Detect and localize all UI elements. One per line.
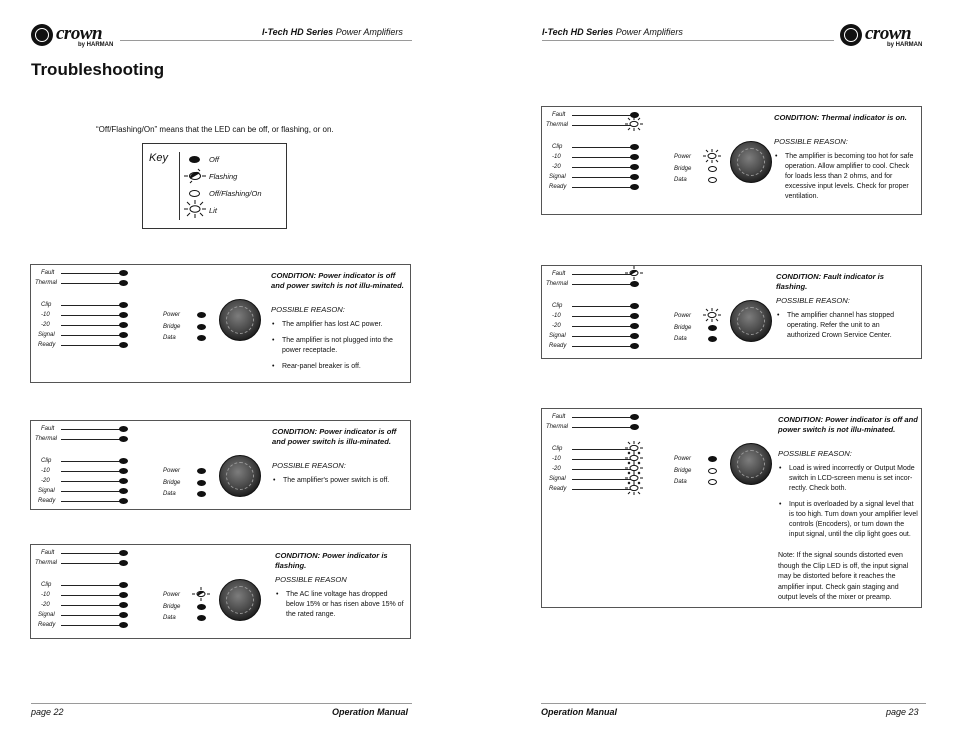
led-on-icon (630, 313, 639, 319)
indicator-line (572, 306, 632, 307)
indicator-line (61, 335, 121, 336)
indicator-line (572, 326, 632, 327)
indicator-label-fault: Fault (552, 414, 566, 420)
brand-sub: by HARMAN (887, 42, 923, 48)
led-on-icon (708, 325, 717, 331)
condition-text: CONDITION: Power indicator is off and power switch is not illu-minated. (271, 271, 404, 290)
indicator-line (61, 595, 121, 596)
indicator-label-fault: Fault (41, 426, 55, 432)
reason-item: • The amplifier is becoming too hot for safe operation. Allow amplifier to cool. Check for loads less than 2 ohms, and for excessive input levels. Check for proper ventilation. (774, 152, 916, 202)
indicator-label-m20: -20 (552, 466, 561, 472)
indicator-line (572, 469, 632, 470)
possible-reason-label: POSSIBLE REASON (275, 575, 347, 584)
indicator-line (572, 167, 632, 168)
led-flashing-icon (625, 266, 643, 280)
key-divider (179, 152, 180, 220)
indicator-label-signal: Signal (38, 488, 55, 494)
reason-item: • The amplifier's power switch is off. (272, 476, 400, 486)
led-on-icon (630, 154, 639, 160)
indicator-label-power: Power (163, 312, 181, 318)
brand-name: crown (865, 23, 912, 44)
indicator-line (61, 585, 121, 586)
product-name: Power Amplifiers (335, 27, 403, 37)
led-off-icon (708, 166, 717, 172)
indicator-label-data: Data (674, 479, 687, 485)
led-on-icon (630, 164, 639, 170)
indicator-label-thermal: Thermal (546, 281, 569, 287)
reason-list (271, 320, 404, 378)
indicator-line (61, 501, 121, 502)
indicator-label-clip: Clip (41, 302, 52, 308)
key-title: Key (149, 152, 168, 164)
indicator-line (61, 615, 121, 616)
led-off-flashing-on-icon (189, 190, 200, 197)
series-name: I-Tech HD Series (262, 27, 334, 37)
indicator-label-clip: Clip (552, 144, 563, 150)
indicator-line (61, 315, 121, 316)
reason-list (275, 590, 407, 626)
indicator-line (572, 427, 632, 428)
led-on-icon (119, 280, 128, 286)
led-flashing-icon (183, 168, 207, 184)
led-on-icon (708, 456, 717, 462)
indicator-line (61, 625, 121, 626)
led-on-icon (119, 426, 128, 432)
led-on-icon (119, 302, 128, 308)
led-on-icon (119, 592, 128, 598)
indicator-label-ready: Ready (38, 622, 56, 628)
level-knob-icon (219, 579, 261, 621)
indicator-line (572, 284, 632, 285)
led-on-icon (119, 436, 128, 442)
condition-text: CONDITION: Power indicator is off and power switch is not illu-minated. (778, 415, 918, 434)
reason-list (774, 152, 916, 208)
led-on-icon (630, 281, 639, 287)
note-text: Note: If the signal sounds distorted even though the Clip LED is off, the input signal may be distorted before it reaches the amplifier input. Check gain staging and output levels of the mixer or preamp. (778, 552, 909, 601)
led-lit-icon (183, 200, 207, 218)
led-on-icon (197, 491, 206, 497)
condition-text: CONDITION: Thermal indicator is on. (774, 113, 907, 122)
indicator-label-data: Data (674, 336, 687, 342)
indicator-line (61, 491, 121, 492)
led-on-icon (630, 424, 639, 430)
indicator-label-data: Data (163, 335, 176, 341)
troubleshooting-panel (30, 544, 411, 639)
crown-logo-right (840, 24, 930, 50)
led-lit-icon (625, 117, 643, 131)
page-title: Troubleshooting (31, 60, 165, 79)
led-on-icon (630, 303, 639, 309)
indicator-line (572, 274, 632, 275)
led-on-icon (630, 144, 639, 150)
reason-item: • The amplifier is not plugged into the power receptacle. (271, 336, 404, 356)
indicator-line (61, 439, 121, 440)
indicator-line (572, 316, 632, 317)
level-knob-icon (219, 455, 261, 497)
indicator-line (61, 283, 121, 284)
indicator-label-m20: -20 (552, 164, 561, 170)
indicator-label-clip: Clip (41, 582, 52, 588)
indicator-label-power: Power (674, 313, 692, 319)
indicator-line (572, 459, 632, 460)
led-lit-icon (703, 149, 721, 163)
indicator-label-signal: Signal (38, 612, 55, 618)
reason-item: • Load is wired incorrectly or Output Mode switch in LCD-screen menu is set incor-rectly. Check both. (778, 464, 918, 494)
led-on-icon (119, 322, 128, 328)
indicator-label-m10: -10 (41, 312, 50, 318)
key-label-lit: Lit (209, 206, 217, 215)
indicator-label-clip: Clip (552, 446, 563, 452)
condition-text: CONDITION: Power indicator is off and power switch is illu-minated. (272, 427, 397, 446)
led-on-icon (197, 468, 206, 474)
led-on-icon (119, 312, 128, 318)
troubleshooting-panel (30, 420, 411, 510)
indicator-label-ready: Ready (549, 184, 567, 190)
indicator-label-bridge: Bridge (163, 480, 181, 486)
indicator-label-signal: Signal (38, 332, 55, 338)
indicator-line (61, 461, 121, 462)
indicator-line (61, 553, 121, 554)
indicator-line (572, 147, 632, 148)
level-knob-icon (730, 141, 772, 183)
indicator-label-ready: Ready (549, 343, 567, 349)
indicator-label-data: Data (674, 177, 687, 183)
page-number-left: page 22 (31, 707, 64, 717)
indicator-label-bridge: Bridge (674, 325, 692, 331)
led-on-icon (630, 333, 639, 339)
manual-title-right: Operation Manual (541, 707, 618, 717)
indicator-line (572, 489, 632, 490)
led-on-icon (630, 414, 639, 420)
indicator-line (572, 449, 632, 450)
indicator-label-thermal: Thermal (35, 436, 58, 442)
crown-badge-icon (840, 24, 862, 46)
indicator-label-fault: Fault (552, 271, 566, 277)
indicator-label-fault: Fault (41, 550, 55, 556)
indicator-label-ready: Ready (38, 342, 56, 348)
indicator-line (572, 125, 632, 126)
header-rule-right (542, 40, 834, 41)
level-knob-icon (730, 443, 772, 485)
page-number-right: page 23 (886, 707, 919, 717)
intro-text: “Off/Flashing/On” means that the LED can be off, or flashing, or on. (96, 125, 334, 134)
reason-item: • The amplifier channel has stopped operating. Refer the unit to an authorized Crown Service Center. (776, 311, 914, 341)
led-on-icon (197, 615, 206, 621)
indicator-label-m10: -10 (41, 592, 50, 598)
reason-list (776, 311, 914, 347)
header-right (542, 27, 683, 37)
indicator-label-thermal: Thermal (546, 424, 569, 430)
indicator-label-clip: Clip (41, 458, 52, 464)
indicator-line (572, 417, 632, 418)
indicator-label-power: Power (674, 456, 692, 462)
level-knob-icon (730, 300, 772, 342)
indicator-label-fault: Fault (41, 270, 55, 276)
indicator-label-fault: Fault (552, 112, 566, 118)
indicator-label-power: Power (674, 154, 692, 160)
indicator-label-signal: Signal (549, 476, 566, 482)
header-left (262, 27, 403, 37)
led-on-icon (708, 336, 717, 342)
led-on-icon (119, 560, 128, 566)
reason-item: • Rear-panel breaker is off. (271, 362, 404, 372)
possible-reason-label: POSSIBLE REASON: (272, 461, 346, 470)
troubleshooting-panel (541, 106, 922, 215)
led-on-icon (197, 335, 206, 341)
indicator-label-power: Power (163, 468, 181, 474)
key-label-flashing: Flashing (209, 172, 238, 181)
led-key (142, 143, 287, 229)
indicator-line (61, 305, 121, 306)
indicator-line (572, 177, 632, 178)
indicator-label-bridge: Bridge (674, 166, 692, 172)
crown-logo-left (31, 24, 121, 50)
indicator-line (572, 115, 632, 116)
indicator-label-ready: Ready (38, 498, 56, 504)
indicator-label-m20: -20 (41, 322, 50, 328)
reason-item: • Input is overloaded by a signal level that is too high. Turn down your amplifier level controls (Encoders), or turn down the input signal, until the clip light goes out. (778, 500, 918, 540)
troubleshooting-panel (541, 408, 922, 608)
troubleshooting-panel (30, 264, 411, 383)
troubleshooting-panel (541, 265, 922, 359)
possible-reason-label: POSSIBLE REASON: (776, 296, 850, 305)
indicator-line (61, 563, 121, 564)
series-name: I-Tech HD Series (542, 27, 614, 37)
reason-list (272, 476, 400, 492)
header-rule-left (120, 40, 412, 41)
led-on-icon (119, 582, 128, 588)
reason-item: • The amplifier has lost AC power. (271, 320, 404, 330)
indicator-label-m10: -10 (552, 456, 561, 462)
brand-sub: by HARMAN (78, 42, 114, 48)
indicator-line (61, 429, 121, 430)
led-on-icon (119, 498, 128, 504)
key-label-off: Off (209, 155, 220, 164)
led-lit-icon (625, 481, 643, 495)
indicator-label-clip: Clip (552, 303, 563, 309)
indicator-label-m20: -20 (41, 602, 50, 608)
indicator-line (572, 346, 632, 347)
led-on-icon (119, 488, 128, 494)
indicator-line (61, 345, 121, 346)
indicator-label-m10: -10 (552, 313, 561, 319)
led-on-icon (630, 184, 639, 190)
led-on-icon (119, 602, 128, 608)
crown-badge-icon (31, 24, 53, 46)
brand-name: crown (56, 23, 103, 44)
led-on-icon (119, 550, 128, 556)
led-on-icon (119, 478, 128, 484)
indicator-label-power: Power (163, 592, 181, 598)
led-on-icon (197, 312, 206, 318)
led-on-icon (630, 174, 639, 180)
condition-text: CONDITION: Fault indicator is flashing. (776, 272, 885, 291)
led-on-icon (630, 323, 639, 329)
indicator-line (572, 157, 632, 158)
indicator-label-ready: Ready (549, 486, 567, 492)
possible-reason-label: POSSIBLE REASON: (778, 449, 852, 458)
reason-item: • The AC line voltage has dropped below 15% or has risen above 15% of the rated range. (275, 590, 407, 620)
led-on-icon (119, 342, 128, 348)
led-off-icon (708, 468, 717, 474)
indicator-label-data: Data (163, 615, 176, 621)
reason-list (778, 464, 918, 546)
condition-text: CONDITION: Power indicator is flashing. (275, 551, 388, 570)
key-label-off-flashing-on: Off/Flashing/On (209, 189, 262, 198)
indicator-label-bridge: Bridge (163, 324, 181, 330)
level-knob-icon (219, 299, 261, 341)
indicator-label-bridge: Bridge (163, 604, 181, 610)
indicator-label-thermal: Thermal (546, 122, 569, 128)
indicator-label-signal: Signal (549, 174, 566, 180)
footer-rule-left (31, 703, 412, 704)
indicator-line (61, 471, 121, 472)
footer-rule-right (541, 703, 926, 704)
indicator-label-signal: Signal (549, 333, 566, 339)
led-off-icon (708, 177, 717, 183)
led-on-icon (119, 612, 128, 618)
possible-reason-label: POSSIBLE REASON: (774, 137, 848, 146)
led-on-icon (197, 324, 206, 330)
indicator-line (572, 479, 632, 480)
led-on-icon (119, 458, 128, 464)
indicator-line (61, 273, 121, 274)
indicator-label-data: Data (163, 491, 176, 497)
indicator-label-m20: -20 (552, 323, 561, 329)
indicator-label-m10: -10 (41, 468, 50, 474)
led-on-icon (197, 604, 206, 610)
product-name: Power Amplifiers (615, 27, 683, 37)
indicator-line (572, 187, 632, 188)
led-on-icon (119, 622, 128, 628)
indicator-label-thermal: Thermal (35, 560, 58, 566)
led-on-icon (119, 332, 128, 338)
indicator-label-bridge: Bridge (674, 468, 692, 474)
indicator-line (61, 325, 121, 326)
indicator-line (61, 605, 121, 606)
indicator-label-m20: -20 (41, 478, 50, 484)
indicator-label-thermal: Thermal (35, 280, 58, 286)
led-off-icon (189, 156, 200, 163)
led-lit-icon (703, 308, 721, 322)
led-on-icon (119, 468, 128, 474)
led-off-icon (708, 479, 717, 485)
led-flashing-icon (192, 587, 210, 601)
led-on-icon (630, 343, 639, 349)
indicator-line (61, 481, 121, 482)
indicator-label-m10: -10 (552, 154, 561, 160)
manual-title-left: Operation Manual (332, 707, 409, 717)
led-on-icon (197, 480, 206, 486)
led-on-icon (119, 270, 128, 276)
indicator-line (572, 336, 632, 337)
possible-reason-label: POSSIBLE REASON: (271, 305, 345, 314)
